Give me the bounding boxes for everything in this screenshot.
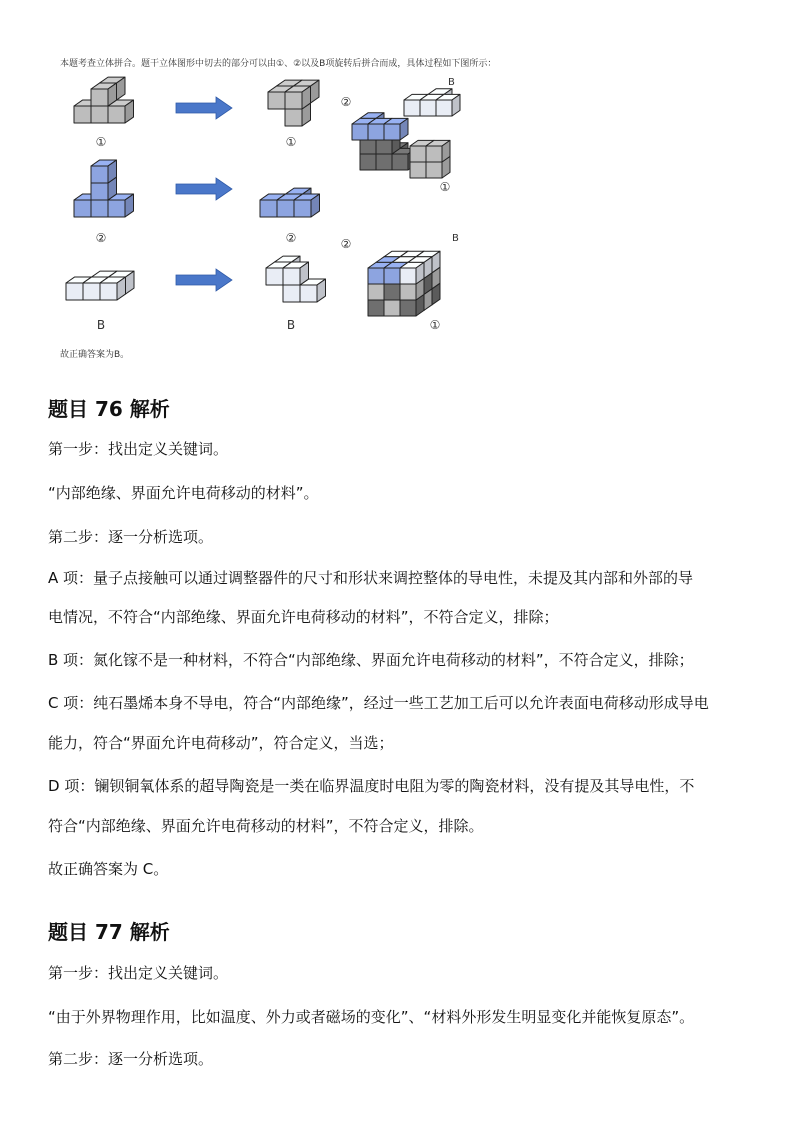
figure-conclusion-text: 故正确答案为B。	[60, 350, 130, 360]
cube-face-front	[368, 284, 384, 300]
cube-face-front	[285, 109, 302, 126]
cube-face-front	[283, 268, 300, 285]
cube-face-front	[384, 284, 400, 300]
cube-face-front	[91, 200, 108, 217]
cube-face-front	[91, 166, 108, 183]
cube-face-front	[436, 100, 452, 116]
cube-face-front	[300, 285, 317, 302]
cube-face-front	[426, 162, 442, 178]
label-exploded-b: B	[448, 77, 455, 88]
cube-face-front	[260, 200, 277, 217]
cube-face-front	[74, 106, 91, 123]
q76-option-c-line2: 能力，符合“界面允许电荷移动”，符合定义，当选；	[48, 734, 394, 752]
q77-title: 题目 77 解析	[48, 920, 170, 944]
cube-face-front	[277, 200, 294, 217]
cube-face-front	[91, 106, 108, 123]
label-piece-b-right: B	[286, 318, 296, 332]
q76-option-b: B 项：氮化镓不是一种材料，不符合“内部绝缘、界面允许电荷移动的材料”，不符合定义，排除；	[48, 651, 694, 669]
cube-face-front	[400, 300, 416, 316]
label-piece-two-right: ②	[285, 231, 297, 245]
cube-face-front	[108, 200, 125, 217]
arrow-right-icon	[176, 269, 232, 291]
label-exploded-two: ②	[340, 95, 352, 109]
cube-face-front	[74, 200, 91, 217]
cube-face-front	[83, 283, 100, 300]
label-piece-b-left: B	[96, 318, 106, 332]
cube-face-front	[352, 124, 368, 140]
q76-option-d-line1: D 项：镧钡铜氧体系的超导陶瓷是一类在临界温度时电阻为零的陶瓷材料，没有提及其导电性，不	[48, 777, 695, 795]
label-piece-two-left: ②	[95, 231, 107, 245]
q77-step2: 第二步：逐一分析选项。	[48, 1050, 214, 1068]
q76-option-c-line1: C 项：纯石墨烯本身不导电，符合“内部绝缘”，经过一些工艺加工后可以允许表面电荷移动形成导电	[48, 694, 709, 712]
cube-face-front	[283, 285, 300, 302]
cube-face-front	[404, 100, 420, 116]
cube-face-front	[360, 154, 376, 170]
cube-face-front	[384, 300, 400, 316]
cube-face-front	[91, 89, 108, 106]
cube-face-front	[91, 183, 108, 200]
q76-step2: 第二步：逐一分析选项。	[48, 528, 214, 546]
q76-option-a-line1: A 项：量子点接触可以通过调整器件的尺寸和形状来调控整体的导电性，未提及其内部和外部的导	[48, 569, 694, 587]
label-assembled-one: ①	[429, 318, 441, 332]
q77-step1: 第一步：找出定义关键词。	[48, 964, 229, 982]
cube-face-front	[384, 268, 400, 284]
q76-keywords: “内部绝缘、界面允许电荷移动的材料”。	[48, 484, 319, 502]
label-exploded-one: ①	[439, 180, 451, 194]
cube-face-front	[426, 146, 442, 162]
q76-option-a-line2: 电情况，不符合“内部绝缘、界面允许电荷移动的材料”，不符合定义，排除；	[48, 608, 559, 626]
cube-assembly-diagram	[0, 0, 800, 370]
cube-face-front	[368, 124, 384, 140]
cube-face-front	[376, 154, 392, 170]
cube-face-front	[410, 162, 426, 178]
cube-face-front	[268, 92, 285, 109]
cube-face-front	[285, 92, 302, 109]
cube-face-front	[420, 100, 436, 116]
q76-title: 题目 76 解析	[48, 397, 170, 421]
arrow-right-icon	[176, 97, 232, 119]
cube-face-front	[368, 300, 384, 316]
cube-face-front	[266, 268, 283, 285]
cube-face-front	[108, 106, 125, 123]
arrow-right-icon	[176, 178, 232, 200]
label-piece-one-right: ①	[285, 135, 297, 149]
cube-face-front	[66, 283, 83, 300]
cube-face-front	[294, 200, 311, 217]
cube-face-front	[384, 124, 400, 140]
figure-intro-text: 本题考查立体拼合。题干立体图形中切去的部分可以由①、②以及B项旋转后拼合而成，具体过程如下图所示：	[60, 59, 497, 69]
q76-step1: 第一步：找出定义关键词。	[48, 440, 229, 458]
q76-answer: 故正确答案为 C。	[48, 860, 169, 878]
cube-face-front	[410, 146, 426, 162]
q77-keywords: “由于外界物理作用，比如温度、外力或者磁场的变化”、“材料外形发生明显变化并能恢复原态”。	[48, 1008, 695, 1026]
label-assembled-b: B	[452, 233, 459, 244]
label-assembled-two: ②	[340, 237, 352, 251]
label-piece-one-left: ①	[95, 135, 107, 149]
cube-face-front	[368, 268, 384, 284]
cube-face-front	[392, 154, 408, 170]
cube-face-front	[400, 268, 416, 284]
cube-face-front	[400, 284, 416, 300]
solution-figure	[0, 0, 800, 370]
cube-face-front	[100, 283, 117, 300]
q76-option-d-line2: 符合“内部绝缘、界面允许电荷移动的材料”，不符合定义，排除。	[48, 817, 484, 835]
